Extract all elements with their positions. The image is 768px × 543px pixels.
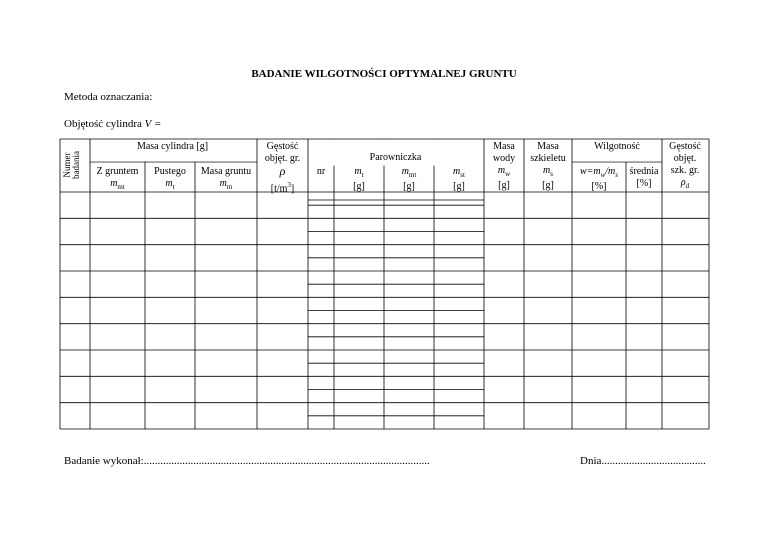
header-mt: $m_t$ [g] [353, 166, 365, 192]
header-cylinder-mass: Masa cylindra [g] [136, 141, 209, 152]
header-water-mass: Masa wody $m_w$ [g] [492, 141, 516, 191]
method-label: Metoda oznaczania: [64, 91, 153, 103]
performed-by-field: Badanie wykonał:........................................................................................................ [64, 455, 430, 467]
header-moisture: Wilgotność [594, 141, 640, 152]
header-nr: nr [316, 166, 326, 177]
header-dry-density: Gęstość objęt. szk. gr. $\rho_d$ [669, 141, 701, 190]
date-field: Dnia...................................... [580, 455, 706, 467]
volume-label-text: Objętość cylindra [64, 118, 142, 130]
header-average: średnia [%] [629, 166, 659, 189]
header-test-number: Numer badania [62, 151, 81, 179]
header-soil-mass: Masa gruntu $m_m$ [200, 166, 252, 191]
header-evaporator: Parowniczka [369, 152, 422, 163]
header-with-soil: Z gruntem $m_{mt}$ [96, 166, 139, 191]
volume-symbol: V = [144, 118, 162, 130]
header-empty: Pustego $m_t$ [154, 166, 186, 191]
header-mst: $m_{st}$ [g] [453, 166, 465, 192]
header-mmt: $m_{mt}$ [g] [401, 166, 417, 192]
header-moisture-formula: $w=m_w/m_s$ [%] [579, 166, 619, 192]
header-density: Gęstość objęt. gr. ρ $[t/m^3]$ [264, 141, 301, 195]
document-title: BADANIE WILGOTNOŚCI OPTYMALNEJ GRUNTU [251, 68, 517, 80]
header-skeleton-mass: Masa szkieletu $m_s$ [g] [530, 141, 566, 191]
